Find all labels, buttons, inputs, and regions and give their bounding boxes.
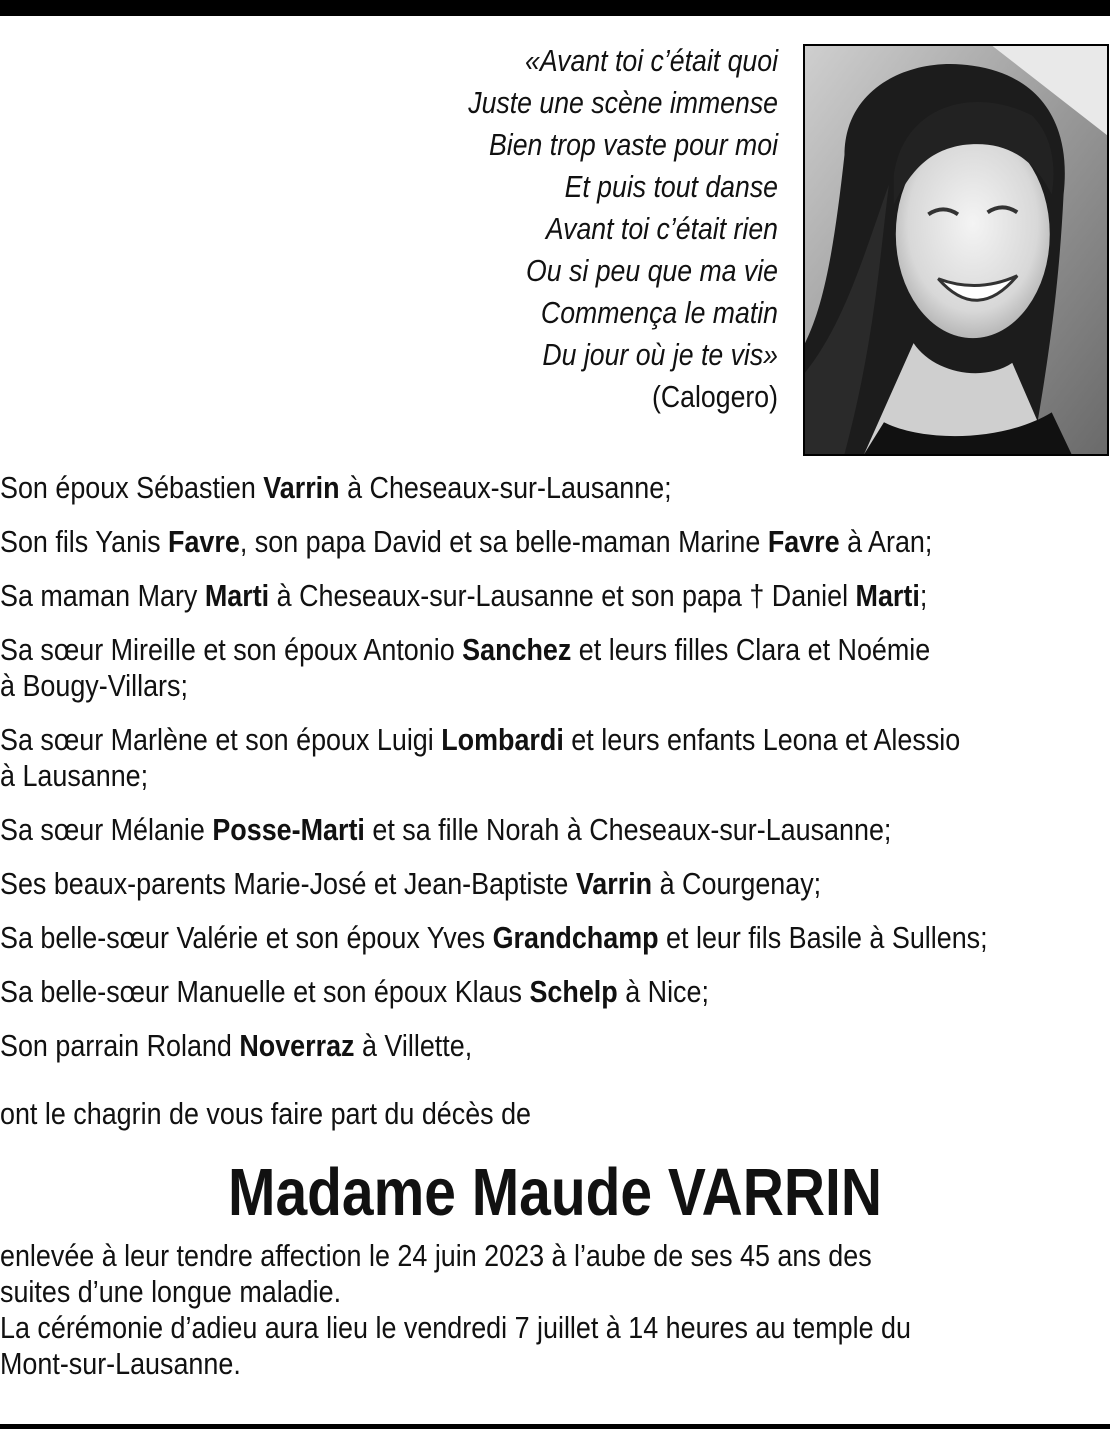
family-text: à Courgenay; [652,866,822,901]
family-list [0,470,1110,1082]
family-entry [0,920,1110,956]
deceased-name: Madame Maude VARRIN [228,1155,882,1230]
family-surname: Varrin [575,866,653,901]
poem-line: Du jour où je te vis» [542,337,778,372]
poem-line: Bien trop vaste pour moi [489,127,778,162]
family-text: Son parrain Roland [0,1028,240,1063]
family-text: Sa maman Mary [0,578,205,613]
portrait-photo [803,44,1109,456]
family-surname: Schelp [529,974,618,1009]
family-text: Son fils Yanis [0,524,169,559]
family-text: à Cheseaux-sur-Lausanne et son papa † Daniel [269,578,856,613]
family-text: Sa belle-sœur Manuelle et son époux Klaus [0,974,530,1009]
family-surname: Varrin [263,470,340,505]
family-text: Ses beaux-parents Marie-José et Jean-Baptiste [0,866,576,901]
family-text: et leurs enfants Leona et Alessio [563,722,961,757]
family-text: , son papa David et sa belle-maman Marine [239,524,768,559]
poem-quote [296,40,778,418]
family-entry [0,974,1110,1010]
closing-line: Mont-sur-Lausanne. [0,1346,241,1381]
family-surname: Marti [204,578,270,613]
family-text: à Aran; [839,524,933,559]
family-entry [0,1028,1110,1064]
closing-line: enlevée à leur tendre affection le 24 juin 2023 à l’aube de ses 45 ans des [0,1238,872,1273]
poem-line: «Avant toi c’était quoi [525,43,778,78]
family-text: à Villette, [354,1028,473,1063]
announcement-intro: ont le chagrin de vous faire part du décès de [0,1096,532,1131]
poem-line: Commença le matin [540,295,778,330]
family-surname: Posse-Marti [212,812,365,847]
poem-line: Avant toi c’était rien [545,211,778,246]
portrait-image [805,46,1107,454]
top-rule [0,0,1110,16]
family-entry [0,578,1110,614]
closing-text [0,1238,1110,1382]
poem-author: (Calogero) [652,379,778,414]
poem-line: Et puis tout danse [564,169,778,204]
family-surname: Lombardi [441,722,564,757]
family-text: et sa fille Norah à Cheseaux-sur-Lausanne; [364,812,892,847]
closing-line: La cérémonie d’adieu aura lieu le vendredi 7 juillet à 14 heures au temple du [0,1310,911,1345]
closing-line: suites d’une longue maladie. [0,1274,342,1309]
family-entry [0,866,1110,902]
family-text: Sa sœur Mélanie [0,812,213,847]
family-text: à Cheseaux-sur-Lausanne; [339,470,672,505]
family-entry [0,632,1110,704]
family-text: Son époux Sébastien [0,470,264,505]
family-surname: Sanchez [462,632,572,667]
family-surname: Noverraz [239,1028,355,1063]
family-text: Sa sœur Mireille et son époux Antonio [0,632,463,667]
family-entry [0,812,1110,848]
poem-line: Ou si peu que ma vie [526,253,778,288]
family-entry [0,722,1110,794]
poem-line: Juste une scène immense [468,85,778,120]
family-text: et leurs filles Clara et Noémie [571,632,931,667]
family-text: et leur fils Basile à Sullens; [658,920,988,955]
family-surname: Favre [767,524,840,559]
family-text: à Nice; [617,974,709,1009]
family-entry [0,524,1110,560]
family-surname: Favre [168,524,240,559]
family-text: à Bougy-Villars; [0,668,188,703]
family-text: ; [919,578,928,613]
family-surname: Grandchamp [492,920,659,955]
family-text: Sa belle-sœur Valérie et son époux Yves [0,920,493,955]
family-surname: Marti [855,578,920,613]
family-entry [0,470,1110,506]
family-text: à Lausanne; [0,758,149,793]
bottom-rule [0,1424,1110,1429]
family-text: Sa sœur Marlène et son époux Luigi [0,722,442,757]
